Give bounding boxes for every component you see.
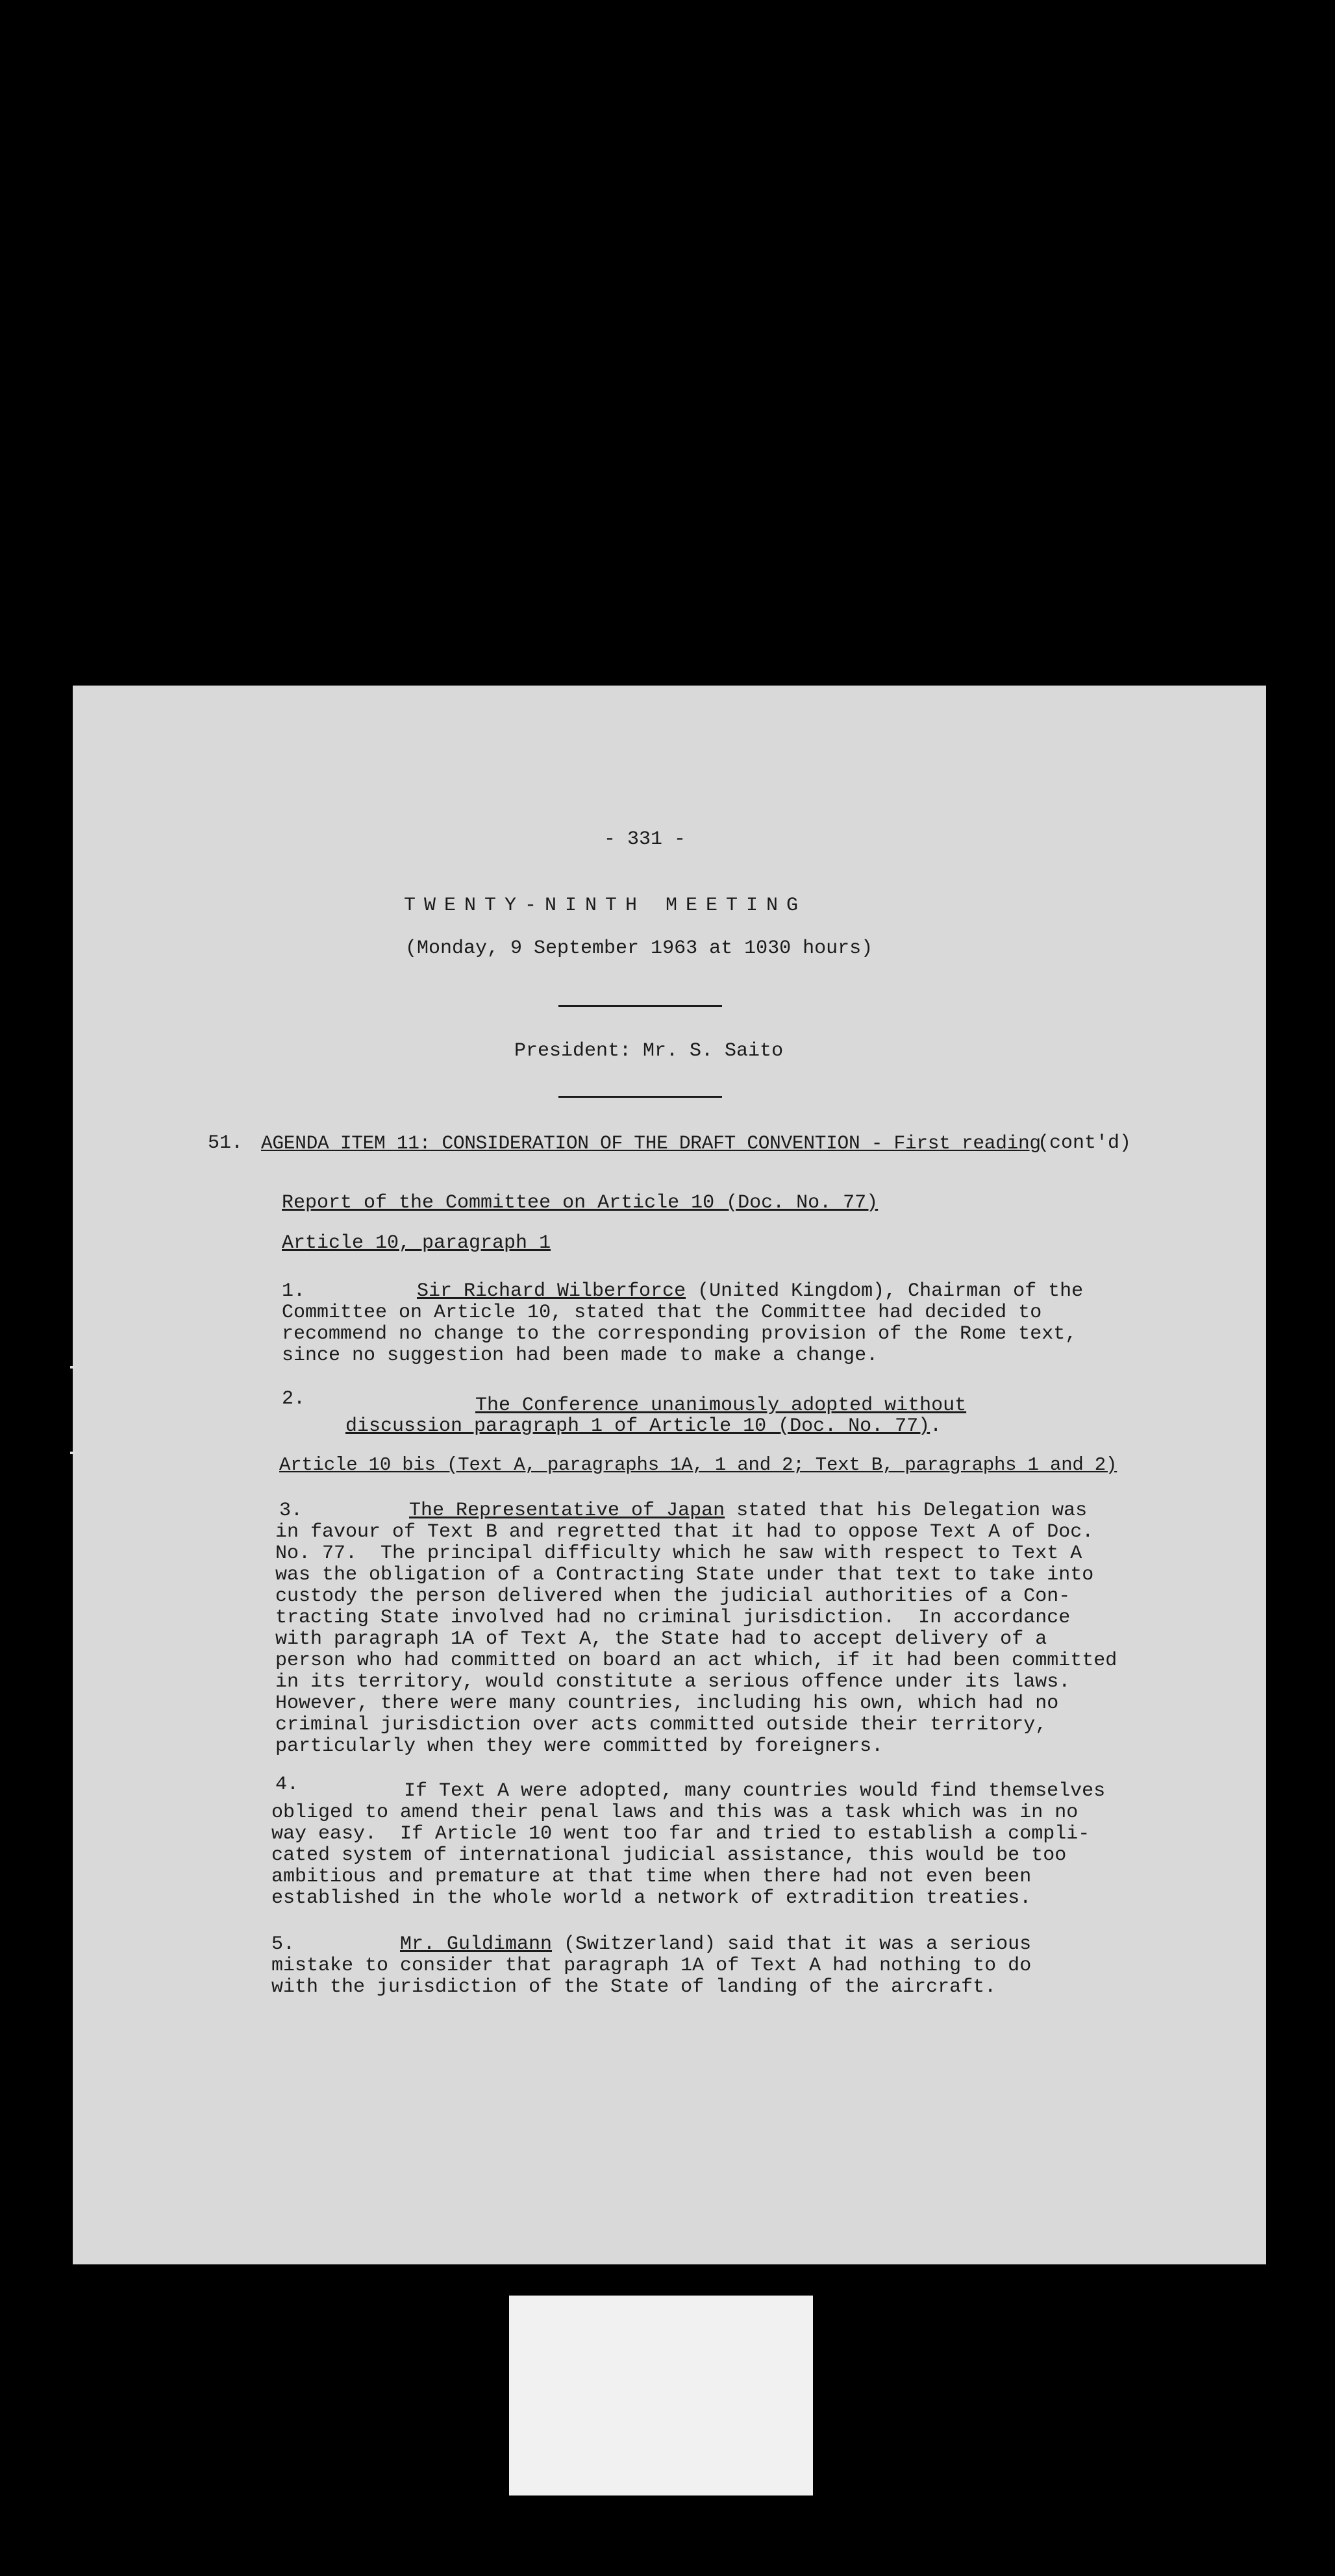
article-10-heading: Article 10, paragraph 1 xyxy=(282,1232,551,1254)
p5-line1: (Switzerland) said that it was a serious xyxy=(552,1933,1032,1955)
p2-number: 2. xyxy=(282,1388,306,1410)
p2-line2: discussion paragraph 1 of Article 10 (Doc. No. 77) xyxy=(345,1415,930,1437)
p5-speaker: Mr. Guldimann xyxy=(400,1933,553,1955)
p5-text: mistake to consider that paragraph 1A of Text A had nothing to do with the jurisdiction of the State of landing of the aircraft. xyxy=(271,1955,1032,1998)
p4-number: 4. xyxy=(275,1774,299,1796)
meeting-title: TWENTY-NINTH MEETING xyxy=(404,895,807,917)
margin-mark xyxy=(70,1452,75,1454)
p3-first-line xyxy=(409,1500,1087,1522)
p3-speaker: The Representative of Japan xyxy=(409,1500,725,1522)
agenda-title: AGENDA ITEM 11: CONSIDERATION OF THE DRAFT CONVENTION - First reading xyxy=(261,1132,1041,1154)
p5-number: 5. xyxy=(271,1933,295,1955)
p5-first-line xyxy=(400,1933,1031,1955)
p3-line1: stated that his Delegation was xyxy=(725,1500,1088,1522)
page-number: - 331 - xyxy=(604,828,686,850)
p1-line1: (United Kingdom), Chairman of the xyxy=(686,1280,1084,1302)
p1-text: Committee on Article 10, stated that the Committee had decided to recommend no change to the corresponding provision of the Rome text, since no suggestion had been made to make a change. xyxy=(282,1302,1077,1367)
article-10-bis-heading: Article 10 bis (Text A, paragraphs 1A, 1 and 2; Text B, paragraphs 1 and 2) xyxy=(279,1454,1117,1476)
meeting-date: (Monday, 9 September 1963 at 1030 hours) xyxy=(405,937,873,960)
p4-text: obliged to amend their penal laws and this was a task which was in no way easy. If Article 10 went too far and tried to establish a compli- cated system of international judicial assistance, this would be too ambitious and premature at that time when there had not even been established in the whole world a network of extradition treaties. xyxy=(271,1802,1090,1909)
document-page xyxy=(73,686,1266,2264)
president-line: President: Mr. S. Saito xyxy=(514,1040,784,1062)
agenda-number: 51. xyxy=(208,1132,243,1154)
p2-end: . xyxy=(930,1415,942,1437)
blank-card xyxy=(509,2296,813,2496)
p2-line1: The Conference unanimously adopted without xyxy=(475,1394,967,1417)
agenda-suffix: (cont'd) xyxy=(1038,1132,1132,1154)
divider-top xyxy=(558,1005,722,1007)
p2-line2-wrap xyxy=(345,1415,942,1437)
p1-speaker: Sir Richard Wilberforce xyxy=(417,1280,686,1302)
report-heading: Report of the Committee on Article 10 (Doc. No. 77) xyxy=(282,1192,879,1214)
p1-first-line xyxy=(417,1280,1083,1302)
margin-mark xyxy=(70,1366,75,1368)
p3-number: 3. xyxy=(279,1500,303,1522)
divider-bottom xyxy=(558,1096,722,1098)
p3-text: in favour of Text B and regretted that it had to oppose Text A of Doc. No. 77. The principal difficulty which he saw with respect to Text A was the obligation of a Contracting State under that text to take into custody the person delivered when the judicial authorities of a Con- tracting State involved had no criminal jurisdiction. In accordance with paragraph 1A of Text A, the State had to accept delivery of a person who had committed on board an act which, if it had been committed in its territory, would constitute a serious offence under its laws. However, there were many countries, including his own, which had no criminal jurisdiction over acts committed outside their territory, particularly when they were committed by foreigners. xyxy=(275,1521,1117,1757)
p4-line1: If Text A were adopted, many countries would find themselves xyxy=(404,1780,1106,1802)
p1-number: 1. xyxy=(282,1280,306,1302)
